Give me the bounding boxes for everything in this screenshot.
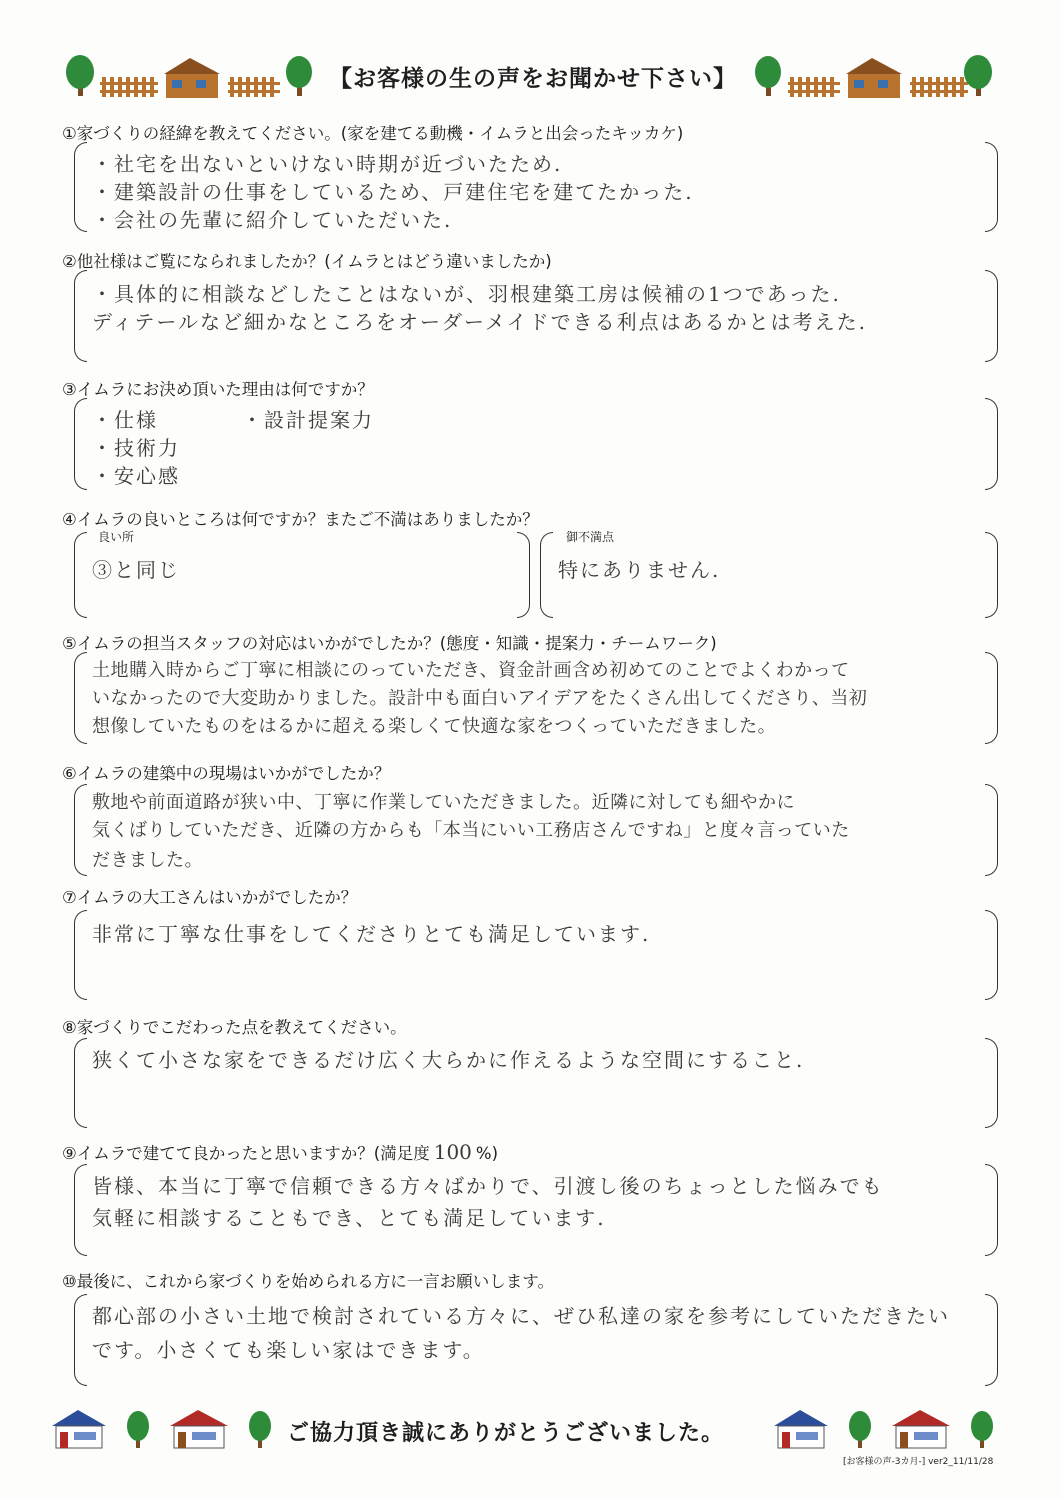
- fence-icon: [228, 77, 280, 97]
- answer-line: 非常に丁寧な仕事をしてくださりとても満足しています.: [92, 922, 651, 946]
- tree-icon: [66, 55, 94, 96]
- answer-line: 皆様、本当に丁寧で信頼できる方々ばかりで、引渡し後のちょっとした悩みでも: [92, 1174, 884, 1198]
- question-6: ⑥イムラの建築中の現場はいかがでしたか？: [62, 764, 391, 783]
- answer-line: 敷地や前面道路が狭い中、丁寧に作業していただきました。近隣に対しても細やかに: [92, 792, 795, 813]
- fence-icon: [788, 77, 840, 97]
- question-4: ④イムラの良いところは何ですか？またご不満はありましたか？: [62, 510, 539, 529]
- tree-icon: [849, 1411, 871, 1448]
- thanks-message: ご協力頂き誠にありがとうございました。: [287, 1421, 725, 1446]
- question-9-text: ⑨イムラで建てて良かったと思いますか？(満足度: [62, 1144, 430, 1163]
- footer-decoration-right: [772, 1406, 1002, 1452]
- fence-icon: [910, 77, 968, 97]
- house-icon: [774, 1410, 828, 1448]
- answer-line-extra: ・設計提案力: [242, 408, 374, 432]
- question-2: ②他社様はご覧になられましたか？(イムラとはどう違いましたか): [62, 252, 552, 271]
- answer-line: ・仕様: [92, 408, 158, 432]
- cabin-icon: [846, 58, 902, 98]
- answer-line: 気軽に相談することもでき、とても満足しています.: [92, 1206, 606, 1230]
- tree-icon: [755, 56, 781, 96]
- page-title: 【お客様の生の声をお聞かせ下さい】: [329, 66, 737, 92]
- house-icon: [52, 1410, 106, 1448]
- satisfaction-value: 100: [433, 1140, 472, 1164]
- answer-line: 狭くて小さな家をできるだけ広く大らかに作えるような空間にすること.: [92, 1048, 805, 1072]
- answer-line: ・会社の先輩に紹介していただいた.: [92, 208, 453, 232]
- tree-icon: [127, 1411, 149, 1448]
- answer-line: ・具体的に相談などしたことはないが、羽根建築工房は候補の1つであった.: [92, 282, 841, 306]
- answer-box-10: [74, 1294, 998, 1386]
- answer-line: ・社宅を出ないといけない時期が近づいたため.: [92, 152, 563, 176]
- answer-box-7: [74, 910, 998, 1000]
- satisfaction-suffix: %): [475, 1144, 499, 1163]
- answer-line: 気くばりしていただき、近隣の方からも「本当にいい工務店さんですね」と度々言っていた: [92, 820, 850, 841]
- tree-icon: [971, 1411, 993, 1448]
- answer-line: ・建築設計の仕事をしているため、戸建住宅を建てたかった.: [92, 180, 694, 204]
- answer-line: だきました。: [92, 850, 203, 871]
- answer-line: 土地購入時からご丁寧に相談にのっていただき、資金計画含め初めてのことでよくわかって: [92, 660, 850, 681]
- tree-icon: [249, 1411, 271, 1448]
- question-5: ⑤イムラの担当スタッフの対応はいかがでしたか？(態度・知識・提案力・チームワーク): [62, 634, 717, 653]
- header-decoration-left: [60, 52, 322, 102]
- question-9: [62, 1140, 498, 1164]
- answer-line: 想像していたものをはるかに超える楽しくて快適な家をつくっていただきました。: [92, 716, 777, 737]
- complaints-answer: 特にありません.: [558, 558, 721, 582]
- house-icon: [892, 1410, 950, 1448]
- house-icon: [170, 1410, 228, 1448]
- version-label: [お客様の声-3カ月-] ver2_11/11/28: [843, 1457, 994, 1467]
- complaints-label: 御不満点: [566, 530, 615, 544]
- answer-box-3: [74, 398, 998, 490]
- answer-box-6: [74, 784, 998, 876]
- answer-box-8: [74, 1038, 998, 1128]
- answer-line: 都心部の小さい土地で検討されている方々に、ぜひ私達の家を参考にしていただきたい: [92, 1304, 950, 1328]
- answer-line: です。小さくても楽しい家はできます。: [92, 1338, 485, 1362]
- answer-box-5: [74, 652, 998, 744]
- header: [0, 52, 1061, 104]
- header-decoration-right: [748, 52, 1010, 102]
- question-8: ⑧家づくりでこだわった点を教えてください。: [62, 1018, 407, 1037]
- tree-icon: [286, 56, 312, 96]
- footer-decoration-left: [50, 1406, 280, 1452]
- fence-icon: [100, 77, 158, 97]
- question-10: ⑩最後に、これから家づくりを始められる方に一言お願いします。: [62, 1272, 554, 1291]
- question-7: ⑦イムラの大工さんはいかがでしたか？: [62, 888, 358, 907]
- answer-line: いなかったので大変助かりました。設計中も面白いアイデアをたくさん出してくださり、当初: [92, 688, 868, 709]
- good-points-label: 良い所: [98, 530, 135, 544]
- question-3: ③イムラにお決め頂いた理由は何ですか？: [62, 380, 374, 399]
- question-1: ①家づくりの経緯を教えてください。(家を建てる動機・イムラと出会ったキッカケ): [62, 124, 684, 143]
- cabin-icon: [164, 58, 220, 98]
- answer-box-4-good: [74, 532, 530, 618]
- answer-box-9: [74, 1164, 998, 1256]
- tree-icon: [964, 55, 992, 96]
- answer-box-4-bad: [540, 532, 998, 618]
- answer-line: ・安心感: [92, 464, 180, 488]
- good-points-answer: ③と同じ: [92, 558, 180, 582]
- answer-line: ディテールなど細かなところをオーダーメイドできる利点はあるかとは考えた.: [92, 310, 867, 334]
- answer-box-1: [74, 142, 998, 232]
- answer-box-2: [74, 270, 998, 362]
- answer-line: ・技術力: [92, 436, 180, 460]
